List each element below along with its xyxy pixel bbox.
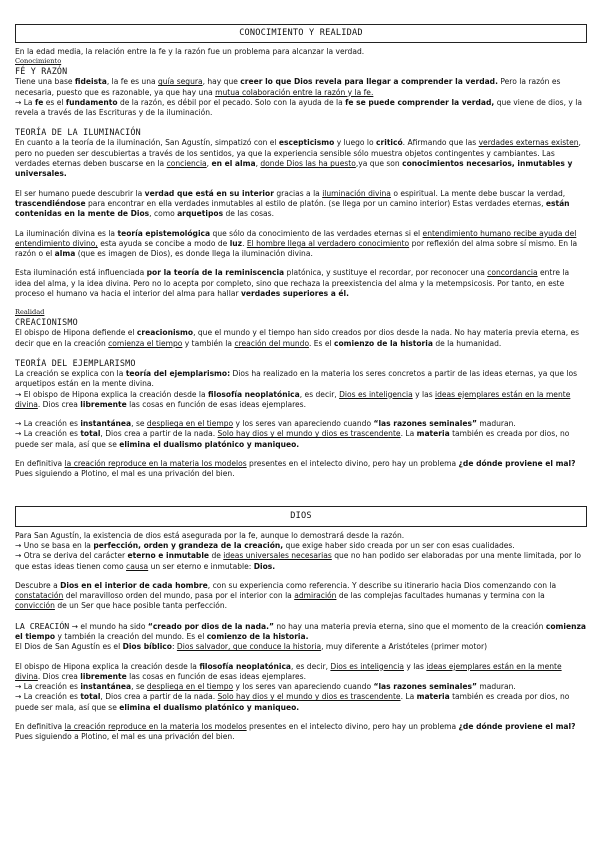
bold-text: libremente	[80, 671, 127, 681]
text-span: En definitiva	[15, 459, 65, 469]
text-span: ,	[206, 159, 212, 169]
text-span: presentes en el intelecto divino, pero hay un problema	[246, 459, 459, 469]
bold-text: están contenidas en la mente de Dios	[15, 198, 570, 219]
underlined-text: causa	[126, 561, 149, 571]
text-span: esta ayuda se concibe a modo de	[97, 238, 230, 248]
bold-text: fundamento	[65, 97, 118, 107]
text-span: Descubre a	[15, 580, 61, 590]
underlined-text: despliega en el tiempo	[146, 682, 234, 692]
bold-text: total	[80, 692, 101, 702]
underlined-text: guía segura	[158, 77, 203, 87]
bold-text: elimina el dualismo platónico y maniqueo.	[119, 439, 300, 449]
text-span: que exige haber sido creada por un ser con esas cualidades.	[283, 540, 515, 550]
underlined-text: constatación	[15, 591, 64, 601]
text-span: En cuanto a la teoría de la iluminación, San Agustín, simpatizó con el	[15, 138, 279, 148]
bold-text: “las razones seminales”	[373, 419, 477, 429]
bold-text: criticó	[376, 138, 403, 148]
text-span: . Dios crea	[37, 671, 81, 681]
bold-text: total	[80, 429, 101, 439]
underlined-text: despliega en el tiempo	[146, 419, 234, 429]
text-span: , como	[149, 209, 178, 219]
bold-text: fe	[34, 97, 44, 107]
bold-text: comienzo de la historia.	[206, 631, 309, 641]
bold-text: arquetipos	[177, 209, 224, 219]
text-span: , se	[131, 419, 147, 429]
bold-text: “creado por dios de la nada.”	[147, 621, 274, 631]
text-span: :	[171, 642, 177, 652]
text-span: , es decir,	[299, 389, 340, 399]
bold-text: Dios.	[253, 561, 276, 571]
text-span: El obispo de Hipona defiende el	[15, 328, 137, 338]
text-span: las cosas en función de esas ideas ejemplares.	[126, 671, 306, 681]
text-span: y los seres van apareciendo cuando	[233, 682, 374, 692]
heading-ejemplarismo: TEORÍA DEL EJEMPLARISMO	[15, 357, 136, 368]
text-span: , muy diferente a Aristóteles (primer motor)	[321, 642, 488, 652]
text-span: y también la	[182, 338, 235, 348]
bold-text: conocimientos necesarios, inmutables y universales.	[15, 159, 573, 179]
text-span: y las	[412, 389, 436, 399]
text-span: de las complejas facultades humanas y termina con la	[336, 591, 545, 601]
text-span: ,ya que son	[355, 159, 403, 169]
underlined-text: Dios salvador, que conduce la historia	[176, 642, 322, 652]
text-span: , es decir,	[291, 661, 331, 671]
bold-text: escepticismo	[278, 138, 335, 148]
bold-text: ¿de dónde proviene el mal?	[458, 722, 576, 732]
underlined-text: Solo hay dios y el mundo y dios es trascendente	[217, 429, 401, 439]
text-span: y las	[403, 661, 427, 671]
bold-text: luz	[229, 238, 243, 248]
text-span: . La	[400, 692, 417, 702]
bold-text: fideista	[74, 77, 107, 87]
text-span: Pues siguiendo a Plotino, el mal es una privación del bien.	[15, 732, 235, 742]
underlined-text: convicción	[15, 601, 55, 611]
text-span: que sólo da conocimiento de las verdades eternas si el	[210, 228, 423, 238]
text-span: las cosas en función de esas ideas ejemplares.	[126, 399, 306, 409]
text-span: y luego lo	[334, 138, 377, 148]
text-span: → El obispo de Hipona explica la creación desde la	[15, 389, 209, 399]
text-span: → La creación es	[15, 682, 81, 692]
text-span: gracias a la	[273, 188, 323, 198]
text-span: no hay una materia previa eterna, sino que el momento de la creación	[273, 621, 546, 631]
bold-text: creer lo que Dios revela para llegar a comprender la verdad.	[240, 77, 498, 87]
underlined-text: conciencia	[166, 159, 207, 169]
paragraph	[15, 692, 587, 713]
text-span: , se	[131, 682, 147, 692]
bold-text: por la teoría de la reminiscencia	[146, 268, 285, 278]
text-span: . Afirmando que las	[402, 138, 479, 148]
bold-text: elimina el dualismo platónico y maniqueo.	[119, 702, 300, 712]
paragraph	[15, 77, 587, 98]
text-span: para encontrar en ella verdades inmutables al estilo de platón. (se llega por un camino interior) Estas verdades eternas,	[85, 198, 546, 208]
paragraph	[15, 419, 587, 429]
text-span: → La creación es	[15, 419, 81, 429]
bold-text: filosofía neoplatónica	[199, 661, 292, 671]
paragraph	[15, 390, 587, 411]
paragraph	[15, 429, 587, 450]
document-page	[15, 0, 587, 743]
underlined-text: ideas ejemplares están en la mente divina	[15, 661, 562, 681]
underlined-text: iluminación divina	[322, 188, 391, 198]
text-span: → Otra se deriva del carácter	[15, 551, 128, 561]
text-span: , hay que	[202, 77, 241, 87]
text-span: de	[209, 551, 224, 561]
text-span: del maravilloso orden del mundo, pasa por el interior con la	[63, 591, 295, 601]
text-span: un ser eterno e inmutable:	[148, 561, 254, 571]
bold-text: Dios en el interior de cada hombre	[60, 580, 208, 590]
bold-text: eterno e inmutable	[127, 551, 210, 561]
paragraph	[15, 541, 587, 551]
text-span: que no han podido ser elaboradas por una mente limitada, por lo que estas ideas tienen como	[15, 551, 581, 571]
paragraph	[15, 189, 587, 220]
text-span: Pues siguiendo a Plotino, el mal es una privación del bien.	[15, 469, 235, 479]
bold-text: materia	[416, 429, 450, 439]
text-span: . Es el	[308, 338, 335, 348]
bold-text: teoría del ejemplarismo:	[125, 368, 231, 378]
text-span: presentes en el intelecto divino, pero hay un problema	[246, 722, 459, 732]
text-span: La iluminación divina es la	[15, 228, 118, 238]
paragraph	[15, 682, 587, 692]
text-span: , Dios crea a partir de la nada.	[100, 692, 218, 702]
underlined-text: donde Dios las ha puesto	[260, 159, 356, 169]
text-span: , Dios crea a partir de la nada.	[100, 429, 218, 439]
text-span: y también la creación del mundo. Es el	[55, 631, 207, 641]
tag-conocimiento: Conocimiento	[15, 57, 62, 66]
paragraph	[15, 642, 587, 652]
text-span: platónica, y sustituye el recordar, por reconocer una	[284, 268, 488, 278]
paragraph	[15, 328, 587, 349]
underlined-text: la creación reproduce en la materia los modelos	[64, 722, 247, 732]
text-span: entre la idea del alma, y la idea divina. Pero no lo acepta por completo, sino que rechaza la preexistencia del alma y la metempsicosis. Por tanto, en este proceso el humano va hacia el interior del alma para hallar	[15, 268, 570, 299]
text-span: , que el mundo y el tiempo han sido creados por dios desde la nada. No hay materia previa eterna, es decir que en la creación	[15, 328, 580, 348]
paragraph	[15, 621, 587, 643]
bold-text: perfección, orden y grandeza de la creación,	[93, 540, 284, 550]
text-span: maduran.	[476, 682, 516, 692]
bold-text: fe se puede comprender la verdad,	[345, 97, 495, 107]
bold-text: creacionismo	[136, 328, 194, 338]
text-span: de las cosas.	[223, 209, 275, 219]
bold-text: “las razones seminales”	[373, 682, 477, 692]
text-span: es el	[43, 97, 66, 107]
underlined-text: ideas ejemplares están en la mente divina	[15, 389, 571, 409]
text-span: Para San Agustín, la existencia de dios está asegurada por la fe, aunque lo demostrará desde la razón.	[15, 530, 405, 540]
underlined-text: concordancia	[487, 268, 538, 278]
underlined-text: Dios es inteligencia	[330, 661, 404, 671]
underlined-text: admiración	[294, 591, 337, 601]
paragraph	[15, 459, 587, 480]
underlined-text: Solo hay dios y el mundo y dios es trascendente	[217, 692, 401, 702]
text-span: maduran.	[476, 419, 516, 429]
underlined-text: creación del mundo	[234, 338, 309, 348]
bold-text: comienza el tiempo	[15, 621, 586, 641]
bold-text: trascendiéndose	[15, 198, 86, 208]
underlined-text: ideas universales necesarias	[223, 551, 332, 561]
text-span: o espiritual. La mente debe buscar la verdad,	[390, 188, 566, 198]
text-span: también es creada por dios, no puede ser mala, así que se	[15, 692, 570, 712]
bold-text: instantánea	[80, 682, 132, 692]
text-span: La creación se explica con la	[15, 368, 126, 378]
bold-text: verdad que está en su interior	[144, 188, 274, 198]
bold-text: comienzo de la historia	[334, 338, 433, 348]
text-span: , la fe es una	[106, 77, 159, 87]
bold-text: ¿de dónde proviene el mal?	[458, 459, 576, 469]
paragraph	[15, 268, 587, 299]
heading-creacionismo: CREACIONISMO	[15, 317, 78, 328]
text-span: de un Ser que hace posible tanta perfección.	[54, 601, 228, 611]
underlined-text: verdades externas existen	[478, 138, 579, 148]
paragraph	[15, 98, 587, 119]
text-span: En definitiva	[15, 722, 65, 732]
underlined-text: mutua colaboración entre la razón y la fe.	[215, 87, 374, 97]
text-span: .	[242, 238, 247, 248]
paragraph	[15, 581, 587, 612]
paragraph	[15, 229, 587, 260]
bold-text: verdades superiores a él.	[240, 289, 349, 299]
tag-realidad: Realidad	[15, 308, 45, 317]
underlined-text: El hombre llega al verdadero conocimiento	[246, 238, 410, 248]
bold-text: materia	[416, 692, 450, 702]
text-span: El obispo de Hipona explica la creación desde la	[15, 661, 200, 671]
text-span: , con su experiencia como referencia. Y describe su itinerario hacia Dios comenzando con la	[207, 580, 557, 590]
text-span: Pero la razón es necesaria, puesto que es razonable, ya que hay una	[15, 77, 561, 97]
section-title-box: DIOS	[15, 506, 587, 527]
text-span: (que es imagen de Dios), es donde llega la iluminación divina.	[75, 249, 313, 259]
text-span: . La	[400, 429, 417, 439]
text-span: → Uno se basa en la	[15, 540, 94, 550]
text-span: Tiene una base	[15, 77, 75, 87]
intro-paragraph: En la edad media, la relación entre la fe y la razón fue un problema para alcanzar la verdad.	[15, 47, 365, 56]
text-span: → La creación es	[15, 429, 81, 439]
bold-text: en el alma	[211, 159, 256, 169]
text-span: , pero no pueden ser descubiertas a través de los sentidos, ya que la experiencia sensible sólo muestra objetos contingentes y cambiantes. Las verdades eternas deben buscarse en la	[15, 138, 581, 169]
heading-iluminacion: TEORÍA DE LA ILUMINACIÓN	[15, 127, 141, 138]
paragraph	[15, 369, 587, 390]
text-span: de la razón, es débil por el pecado. Solo con la ayuda de la	[117, 97, 346, 107]
text-span: ,	[255, 159, 261, 169]
text-span: → La	[15, 97, 35, 107]
underlined-text: Dios es inteligencia	[339, 389, 413, 399]
text-span: El Dios de San Agustín es el	[15, 642, 123, 652]
text-span: de la humanidad.	[432, 338, 502, 348]
underlined-text: entendimiento humano recibe ayuda del entendimiento divino,	[15, 228, 577, 248]
paragraph	[15, 662, 587, 683]
text-span: que viene de dios, y la revela a través de las Escrituras y de la iluminación.	[15, 97, 582, 118]
heading-fe-razon: FÉ Y RAZÓN	[15, 66, 68, 77]
text-span: . Dios crea	[37, 399, 81, 409]
text-span: también es creada por dios, no puede ser mala, así que se	[15, 429, 570, 449]
bold-text: alma	[54, 249, 76, 259]
text-span: Esta iluminación está influenciada	[15, 268, 147, 278]
paragraph	[15, 551, 587, 572]
paragraph	[15, 531, 587, 541]
text-span: Dios ha realizado en la materia los seres concretos a partir de las ideas eternas, ya que los arquetipos están en la mente divina.	[15, 368, 578, 389]
text-span: El ser humano puede descubrir la	[15, 188, 145, 198]
underlined-text: la creación reproduce en la materia los modelos	[64, 459, 247, 469]
text-span: → el mundo ha sido	[69, 621, 148, 631]
section-title-box: CONOCIMIENTO Y REALIDAD	[15, 24, 587, 43]
text-span: y los seres van apareciendo cuando	[233, 419, 374, 429]
bold-text: instantánea	[80, 419, 132, 429]
inline-heading: LA CREACIÓN	[15, 620, 70, 631]
bold-text: Dios bíblico	[122, 642, 172, 652]
bold-text: filosofía neoplatónica	[208, 389, 300, 399]
paragraph	[15, 722, 587, 743]
text-span: → La creación es	[15, 692, 81, 702]
underlined-text: comienza el tiempo	[108, 338, 183, 348]
bold-text: libremente	[80, 399, 127, 409]
bold-text: teoría epistemológica	[117, 228, 211, 238]
paragraph	[15, 138, 587, 179]
text-span: por reflexión del alma sobre sí mismo. En la razón o el	[15, 238, 578, 259]
